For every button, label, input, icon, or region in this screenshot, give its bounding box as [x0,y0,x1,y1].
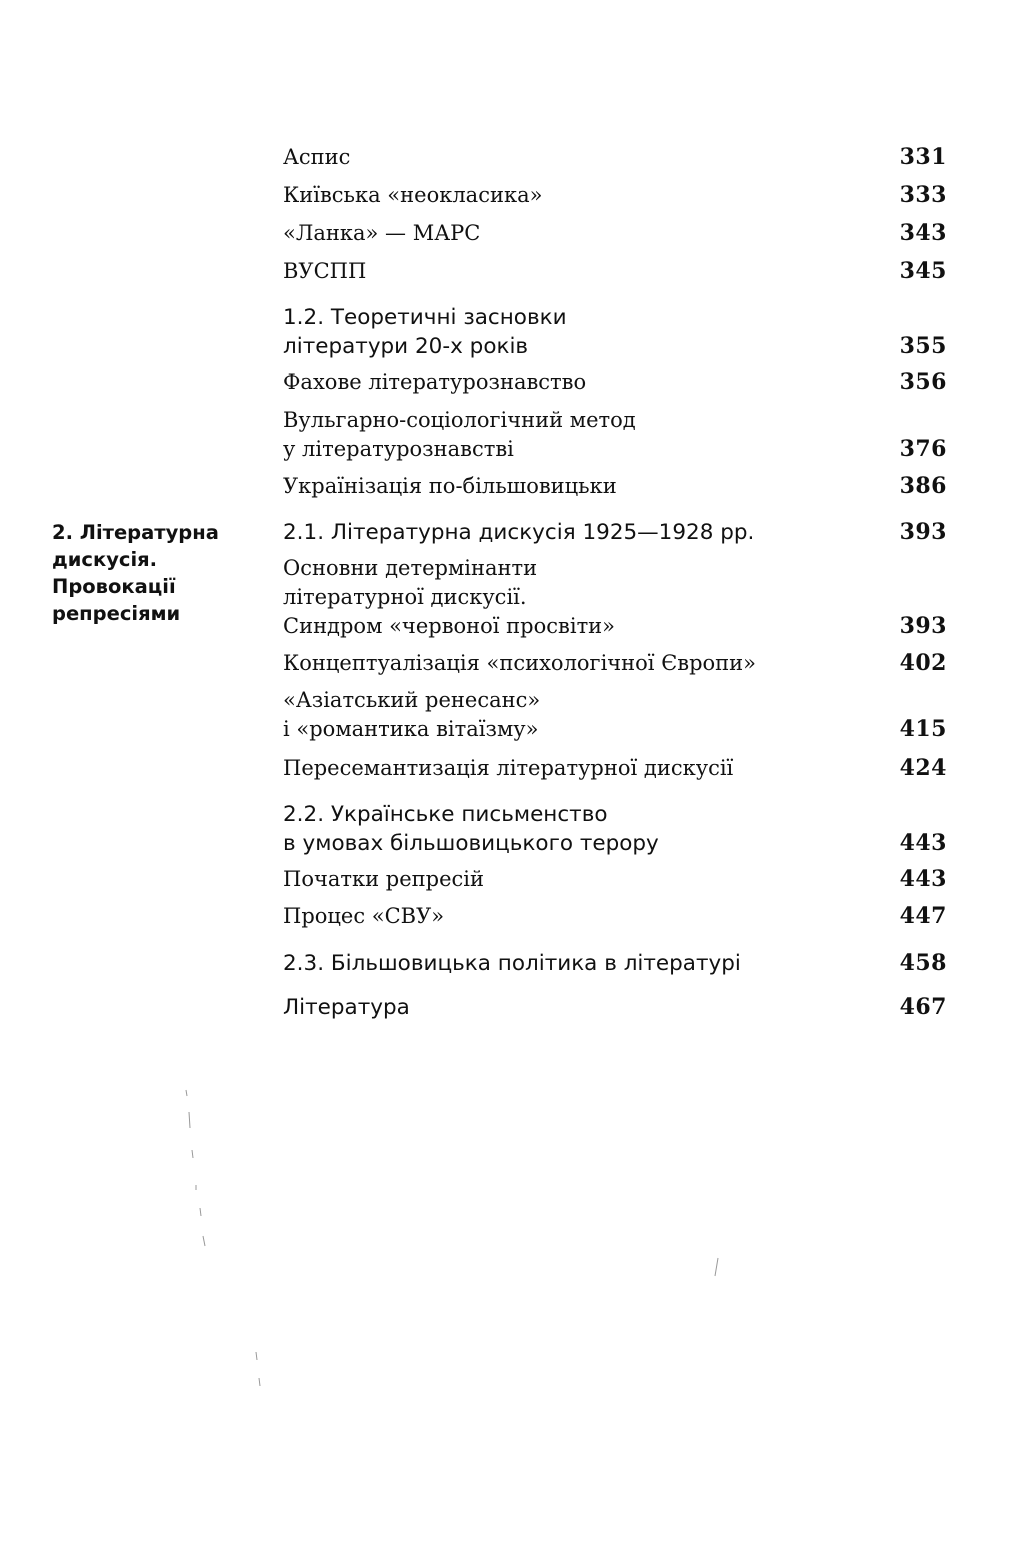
section-heading-line: Провокації [52,575,176,598]
toc-entry-title [283,993,410,1022]
toc-entry-line: Основни детермінанти [283,556,538,580]
toc-entry-title [283,902,444,931]
section-heading-line: 2. Літературна [52,521,219,544]
toc-entry-line: «Ланка» — МАРС [283,221,481,245]
toc-entry [283,949,947,978]
toc-entry-line: Українізація по-більшовицьки [283,474,617,498]
toc-entry-line: Аспис [283,145,351,169]
toc-entry-line: 1.2. Теоретичні засновки [283,305,567,330]
toc-entry-page: 355 [899,333,947,359]
toc-entry [283,181,947,210]
toc-entry-title [283,754,733,783]
toc-entry-line: Процес «СВУ» [283,904,445,928]
toc-entry-page: 333 [899,182,947,208]
toc-entry [283,257,947,286]
toc-entry-line: літератури 20-х років [283,334,529,359]
toc-entry-title [283,800,659,858]
toc-entry-title [283,181,542,210]
toc-entry-title [283,649,756,678]
toc-entry-line: Література [283,995,410,1020]
toc-entry-line: ВУСПП [283,259,367,283]
toc-entry-page: 447 [899,903,947,929]
toc-entry [283,406,947,464]
toc-entry-page: 458 [899,950,947,976]
toc-entry-page: 386 [899,473,947,499]
toc-entry-page: 331 [899,144,947,170]
toc-entry [283,518,947,547]
toc-entry-title [283,368,586,397]
toc-entry-title [283,686,540,744]
section-heading [52,519,219,627]
toc-entry [283,686,947,744]
toc-entry-title [283,257,366,286]
toc-entry-line: 2.2. Українське письменство [283,802,608,827]
toc-entry [283,649,947,678]
section-heading-line: репресіями [52,602,181,625]
toc-entry [283,219,947,248]
toc-entry-page: 402 [899,650,947,676]
toc-entry-title [283,219,480,248]
toc-entry-page: 393 [899,613,947,639]
toc-entry-line: і «романтика вітаїзму» [283,717,539,741]
toc-entry-page: 467 [899,994,947,1020]
toc-entry-line: Синдром «червоної просвіти» [283,614,616,638]
toc-entry [283,754,947,783]
toc-entry-line: Вульгарно-соціологічний метод [283,408,636,432]
toc-entry-page: 393 [899,519,947,545]
toc-entry-title [283,472,617,501]
toc-entry-page: 345 [899,258,947,284]
toc-entry [283,368,947,397]
toc-entry-title [283,865,484,894]
toc-entry [283,865,947,894]
toc-entry-page: 424 [899,755,947,781]
toc-entry-line: Київська «неокласика» [283,183,543,207]
toc-entry-line: 2.3. Більшовицька політика в літературі [283,951,741,976]
toc-entry-title [283,518,754,547]
toc-entry-page: 356 [899,369,947,395]
toc-entry-page: 415 [899,716,947,742]
toc-entry-line: Початки репресій [283,867,484,891]
toc-entry [283,143,947,172]
toc-entry-line: «Азіатський ренесанс» [283,688,541,712]
toc-entry-line: в умовах більшовицького терору [283,831,659,856]
section-heading-line: дискусія. [52,548,158,571]
toc-entry-line: у літературознавстві [283,437,514,461]
toc-entry-line: Концептуалізація «психологічної Європи» [283,651,757,675]
toc-entry-line: Фахове літературознавство [283,370,587,394]
toc-entry-line: 2.1. Літературна дискусія 1925—1928 рр. [283,520,755,545]
toc-entry [283,472,947,501]
toc-entry [283,303,947,361]
toc-entry-page: 343 [899,220,947,246]
toc-entry [283,554,947,641]
toc-entry-page: 443 [899,866,947,892]
toc-entry-title [283,406,636,464]
toc-entry [283,902,947,931]
toc-entry [283,993,947,1022]
toc-entry-title [283,303,567,361]
toc-entry-title [283,554,615,641]
toc-entry-title [283,143,350,172]
toc-entry-line: Пересемантизація літературної дискусії [283,756,734,780]
toc-entry-line: літературної дискусії. [283,585,527,609]
toc-entry [283,800,947,858]
toc-entry-page: 376 [899,436,947,462]
toc-entry-page: 443 [899,830,947,856]
toc-entry-title [283,949,741,978]
